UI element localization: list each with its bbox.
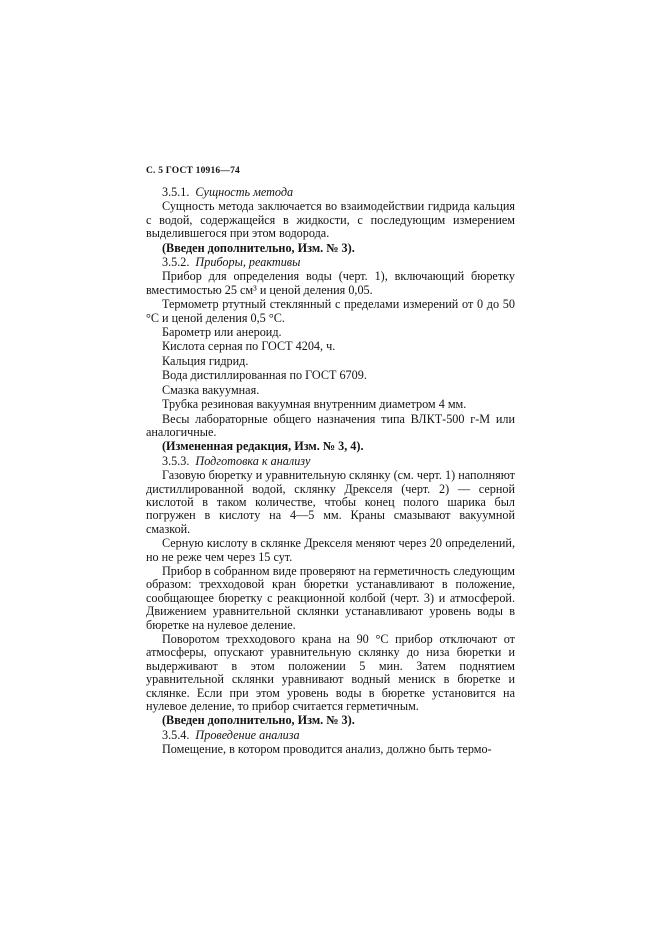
paragraph: Трубка резиновая вакуумная внутренним диаметром 4 мм. (162, 397, 467, 412)
amendment-note: (Измененная редакция, Изм. № 3, 4). (162, 439, 364, 454)
document-body (146, 186, 515, 757)
paragraph: Серную кислоту в склянке Дрекселя меняют через 20 определений, но не реже чем через 15 сут. (146, 536, 515, 564)
paragraph: Вода дистиллированная по ГОСТ 6709. (162, 368, 367, 383)
paragraph: Газовую бюретку и уравнительную склянку (см. черт. 1) наполняют дистиллированной водой, склянку Дрекселя (черт. 2) — серной кислотой в таком количестве, чтобы конец полого шарика был погружен в кислоту на 4—5 мм. Краны смазывают вакуумной смазкой. (146, 468, 515, 536)
paragraph: Прибор в собранном виде проверяют на герметичность следующим образом: трехходовой кран бюретки устанавливают в положение, сообщающее бюретку с реакционной колбой (черт. 3) и атмосферой. Движением уравнительной склянки устанавливают уровень воды в бюретке на нулевое деление. (146, 563, 515, 632)
paragraph: Сущность метода заключается во взаимодействии гидрида кальция с водой, содержащейся в жидкости, с последующим измерением выделившегося при этом водорода. (146, 199, 515, 241)
paragraph: Термометр ртутный стеклянный с пределами измерений от 0 до 50 °С и ценой деления 0,5 °С. (146, 297, 515, 325)
running-header: С. 5 ГОСТ 10916—74 (146, 166, 240, 176)
paragraph: Смазка вакуумная. (162, 382, 260, 397)
amendment-note: (Введен дополнительно, Изм. № 3). (162, 240, 355, 255)
section-heading-3-5-3 (146, 455, 515, 468)
section-title: Сущность метода (195, 185, 294, 199)
section-number: 3.5.3. (162, 453, 190, 468)
section-title: Проведение анализа (195, 727, 300, 742)
paragraph: Весы лабораторные общего назначения типа ВЛКТ-500 г-М или аналогичные. (146, 411, 515, 439)
paragraph: Барометр или анероид. (162, 325, 282, 340)
section-heading-3-5-4 (146, 729, 515, 742)
paragraph: Кислота серная по ГОСТ 4204, ч. (162, 339, 336, 354)
paragraph: Кальция гидрид. (162, 353, 249, 368)
section-heading-3-5-2 (146, 256, 515, 269)
amendment-note: (Введен дополнительно, Изм. № 3). (162, 713, 355, 728)
section-heading-3-5-1 (146, 186, 515, 199)
section-number: 3.5.4. (162, 727, 190, 742)
paragraph: Прибор для определения воды (черт. 1), включающий бюретку вместимостью 25 см³ и ценой деления 0,05. (146, 269, 515, 297)
paragraph: Поворотом трехходового крана на 90 °С прибор отключают от атмосферы, опускают уравнительную склянку до низа бюретки и выдерживают в этом положении 5 мин. Затем поднятием уравнительной склянки уравнивают водный мениск в бюретке и склянке. Если при этом уровень воды в бюретке установится на нулевое деление, то прибор считается герметичным. (146, 632, 515, 714)
section-title: Приборы, реактивы (195, 255, 301, 270)
section-title: Подготовка к анализу (195, 453, 311, 468)
section-number: 3.5.2. (162, 255, 190, 270)
paragraph: Помещение, в котором проводится анализ, должно быть термо- (162, 742, 492, 757)
section-number: 3.5.1. (162, 185, 190, 199)
